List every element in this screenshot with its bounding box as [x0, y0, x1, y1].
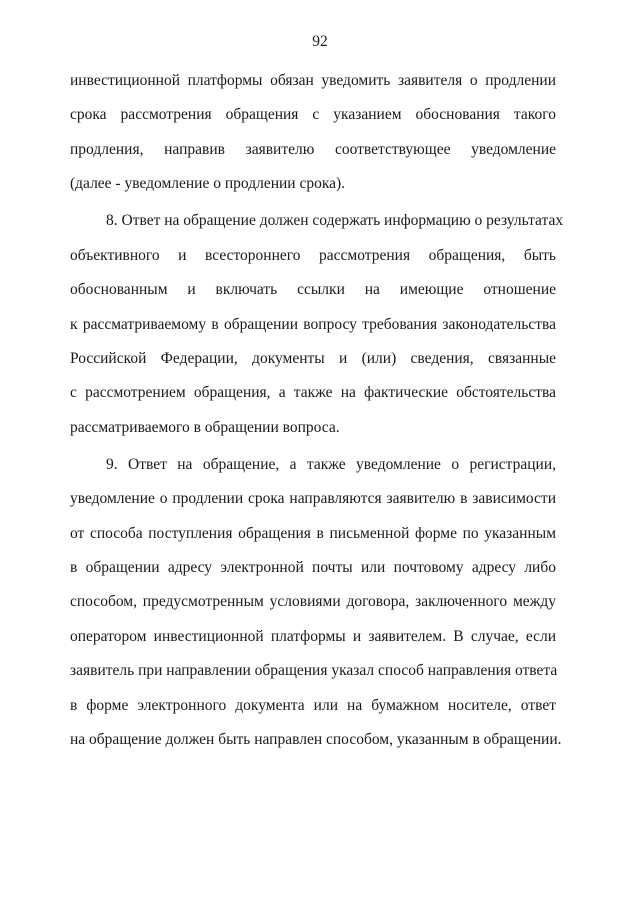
text-line: обоснованным и включать ссылки на имеющие отношение: [70, 281, 556, 299]
text-line: от способа поступления обращения в письменной форме по указанным: [70, 524, 556, 542]
text-line: в обращении адресу электронной почты или почтовому адресу либо: [70, 559, 556, 577]
document-body: [70, 64, 564, 757]
text-line: Российской Федерации, документы и (или) сведения, связанные: [70, 349, 556, 367]
page-number: 92: [312, 33, 328, 50]
text-line: с рассмотрением обращения, а также на фактические обстоятельства: [70, 384, 556, 402]
text-line: в форме электронного документа или на бумажном носителе, ответ: [70, 696, 556, 714]
paragraph-9: [70, 448, 562, 758]
text-line: (далее - уведомление о продлении срока).: [70, 175, 346, 193]
text-line: 8. Ответ на обращение должен содержать информацию о результатах: [106, 212, 564, 230]
paragraph-continuation: [70, 64, 556, 202]
paragraph-8: [70, 204, 564, 445]
text-line: срока рассмотрения обращения с указанием обоснования такого: [70, 106, 556, 124]
text-line: рассматриваемого в обращении вопроса.: [70, 418, 340, 436]
text-line: продления, направив заявителю соответствующее уведомление: [70, 140, 556, 158]
text-line: оператором инвестиционной платформы и заявителем. В случае, если: [70, 627, 556, 645]
text-line: 9. Ответ на обращение, а также уведомление о регистрации,: [106, 455, 556, 473]
text-line: уведомление о продлении срока направляются заявителю в зависимости: [70, 490, 556, 508]
text-line: на обращение должен быть направлен способом, указанным в обращении.: [70, 731, 562, 749]
text-line: к рассматриваемому в обращении вопросу требования законодательства: [70, 315, 556, 333]
text-line: инвестиционной платформы обязан уведомить заявителя о продлении: [70, 72, 556, 89]
text-line: объективного и всестороннего рассмотрения обращения, быть: [70, 246, 556, 264]
text-line: заявитель при направлении обращения указал способ направления ответа: [70, 662, 558, 680]
text-line: способом, предусмотренным условиями договора, заключенного между: [70, 593, 556, 611]
